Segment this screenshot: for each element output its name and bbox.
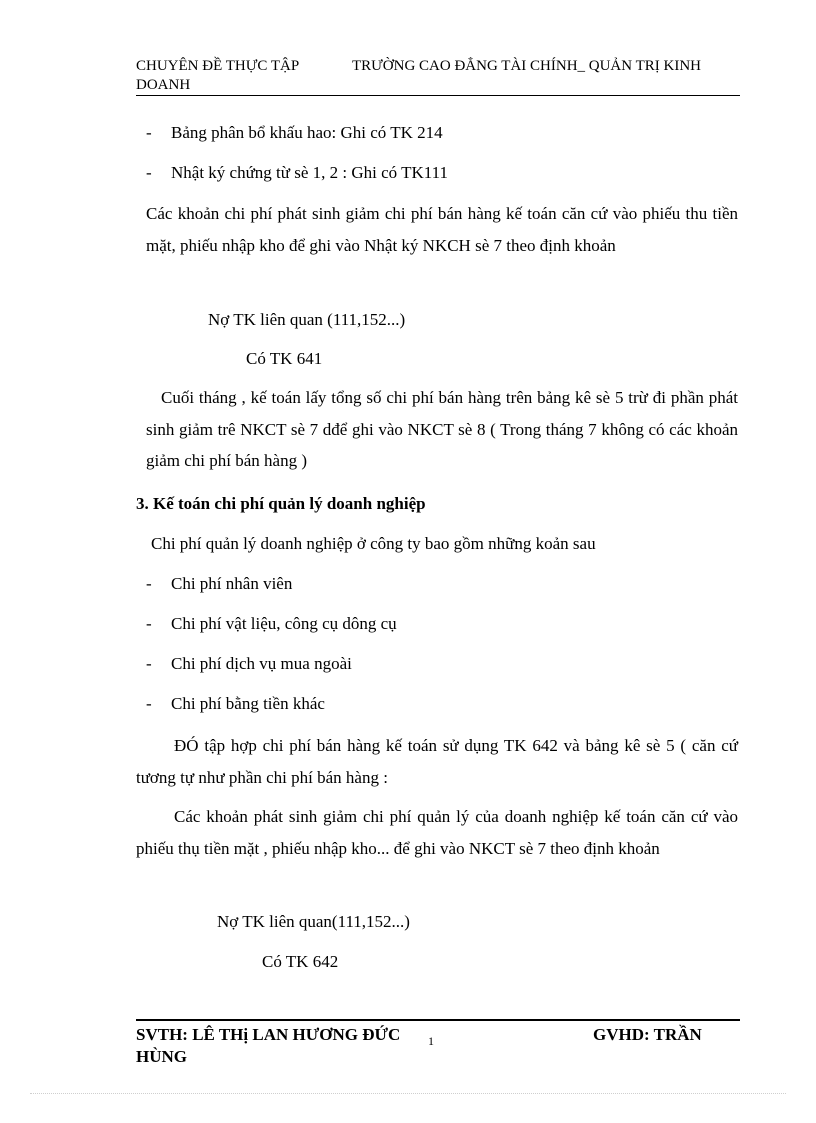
entry-debit: Nợ TK liên quan(111,152...): [217, 912, 410, 931]
header-right: TRƯỜNG CAO ĐẲNG TÀI CHÍNH_ QUẢN TRỊ KINH: [352, 58, 701, 74]
list-item: Chi phí vật liệu, công cụ dông cụ: [171, 614, 397, 633]
header-left: CHUYÊN ĐỀ THỰC TẬP DOANH: [136, 58, 299, 93]
list-item: Chi phí bằng tiền khác: [171, 694, 325, 713]
footer-student: SVTH: LÊ THị LAN HƯƠNG ĐỨC HÙNG: [136, 1025, 401, 1066]
paragraph: ĐÓ tập hợp chi phí bán hàng kế toán sử dụng TK 642 và bảng kê sè 5 ( căn cứ tương tự như phần chi phí bán hàng :: [136, 736, 738, 787]
bullet-dash: -: [146, 163, 152, 182]
paragraph: Các khoản phát sinh giảm chi phí quản lý của doanh nghiệp kế toán căn cứ vào phiếu thụ tiền mặt , phiếu nhập kho... để ghi vào NKCT sè 7 theo định khoản: [136, 807, 738, 858]
entry-debit: Nợ TK liên quan (111,152...): [208, 310, 406, 329]
list-item: Chi phí dịch vụ mua ngoài: [171, 654, 352, 673]
bullet-item: Nhật ký chứng từ sè 1, 2 : Ghi có TK111: [171, 163, 449, 182]
paragraph: Các khoản chi phí phát sinh giảm chi phí bán hàng kế toán căn cứ vào phiếu thu tiền mặt, phiếu nhập kho để ghi vào Nhật ký NKCH sè 7 theo định khoản: [146, 204, 738, 255]
bullet-dash: -: [146, 123, 152, 142]
bullet-dash: -: [146, 694, 152, 713]
bullet-item: Bảng phân bổ khấu hao: Ghi có TK 214: [171, 123, 443, 142]
section-heading: 3. Kế toán chi phí quản lý doanh nghiệp: [136, 494, 426, 513]
page-number: 1: [428, 1034, 434, 1048]
paragraph: Cuối tháng , kế toán lấy tổng số chi phí bán hàng trên bảng kê sè 5 trừ đi phần phát sinh giảm trê NKCT sè 7 dđể ghi vào NKCT sè 8 ( Trong tháng 7 không có các khoản giảm chi phí bán hàng ): [146, 388, 738, 470]
paragraph: Chi phí quản lý doanh nghiệp ở công ty bao gồm những koản sau: [151, 534, 596, 553]
bullet-dash: -: [146, 574, 152, 593]
header-divider: [136, 95, 740, 96]
footer-divider: [136, 1019, 740, 1021]
entry-credit: Có TK 641: [246, 349, 323, 368]
entry-credit: Có TK 642: [262, 952, 339, 971]
bullet-dash: -: [146, 614, 152, 633]
page-bottom-rule: [30, 1093, 786, 1094]
footer-advisor: GVHD: TRẦN: [593, 1025, 702, 1044]
bullet-dash: -: [146, 654, 152, 673]
list-item: Chi phí nhân viên: [171, 574, 293, 593]
